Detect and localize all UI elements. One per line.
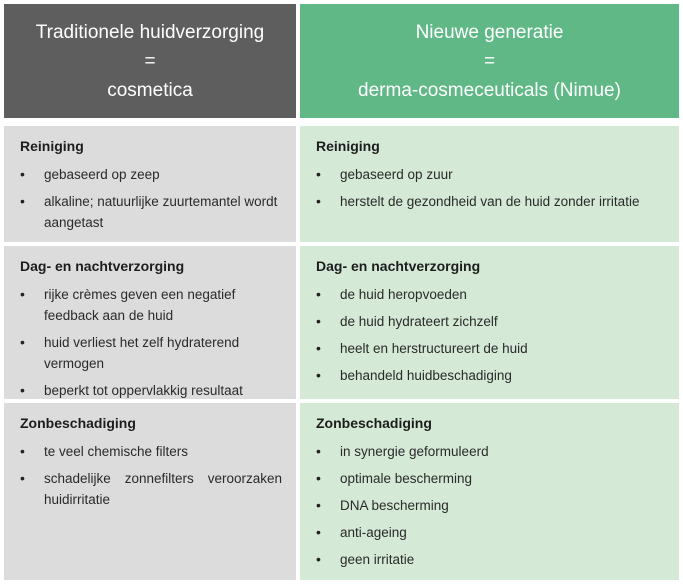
list-item: • de huid heropvoeden bbox=[316, 284, 671, 305]
list-item: • geen irritatie bbox=[316, 549, 671, 570]
bullet-list bbox=[316, 441, 671, 576]
list-item: • alkaline; natuurlijke zuurtemantel wordt aangetast bbox=[20, 191, 280, 233]
section-title: Reiniging bbox=[20, 138, 84, 154]
list-item: • gebaseerd op zuur bbox=[316, 164, 671, 185]
header-new-subtitle: derma-cosmeceuticals (Nimue) bbox=[358, 79, 621, 101]
list-item: • beperkt tot oppervlakkig resultaat bbox=[20, 380, 270, 401]
header-new-equals: = bbox=[483, 50, 496, 72]
list-item: • te veel chemische filters bbox=[20, 441, 282, 462]
header-new-title: Nieuwe generatie bbox=[415, 21, 564, 43]
bullet-list bbox=[20, 164, 280, 239]
bullet-list bbox=[316, 164, 671, 218]
header-new-generation bbox=[300, 4, 679, 118]
list-item: • de huid hydrateert zichzelf bbox=[316, 311, 671, 332]
header-traditional-subtitle: cosmetica bbox=[107, 79, 193, 101]
list-item: • rijke crèmes geven een negatief feedback aan de huid bbox=[20, 284, 270, 326]
bullet-list bbox=[20, 441, 282, 516]
section-title: Zonbeschadiging bbox=[20, 415, 136, 431]
section-title: Dag- en nachtverzorging bbox=[20, 258, 185, 274]
header-traditional bbox=[4, 4, 296, 118]
list-item: • in synergie geformuleerd bbox=[316, 441, 671, 462]
bullet-list bbox=[316, 284, 671, 392]
list-item: • DNA bescherming bbox=[316, 495, 671, 516]
row-sundamage-new bbox=[300, 403, 679, 580]
section-title: Zonbeschadiging bbox=[316, 415, 432, 431]
list-item: • heelt en herstructureert de huid bbox=[316, 338, 671, 359]
row-daynight-new bbox=[300, 246, 679, 399]
list-item: • schadelijke zonnefilters veroorzaken huidirritatie bbox=[20, 468, 282, 510]
header-traditional-equals: = bbox=[144, 50, 156, 72]
header-traditional-title: Traditionele huidverzorging bbox=[35, 21, 265, 43]
row-cleansing-traditional bbox=[4, 126, 296, 242]
section-title: Reiniging bbox=[316, 138, 380, 154]
section-title: Dag- en nachtverzorging bbox=[316, 258, 481, 274]
list-item: • gebaseerd op zeep bbox=[20, 164, 280, 185]
row-sundamage-traditional bbox=[4, 403, 296, 580]
list-item: • herstelt de gezondheid van de huid zonder irritatie bbox=[316, 191, 671, 212]
list-item: • anti-ageing bbox=[316, 522, 671, 543]
list-item: • huid verliest het zelf hydraterend vermogen bbox=[20, 332, 270, 374]
bullet-list bbox=[20, 284, 270, 407]
list-item: • behandeld huidbeschadiging bbox=[316, 365, 671, 386]
row-cleansing-new bbox=[300, 126, 679, 242]
row-daynight-traditional bbox=[4, 246, 296, 399]
list-item: • optimale bescherming bbox=[316, 468, 671, 489]
